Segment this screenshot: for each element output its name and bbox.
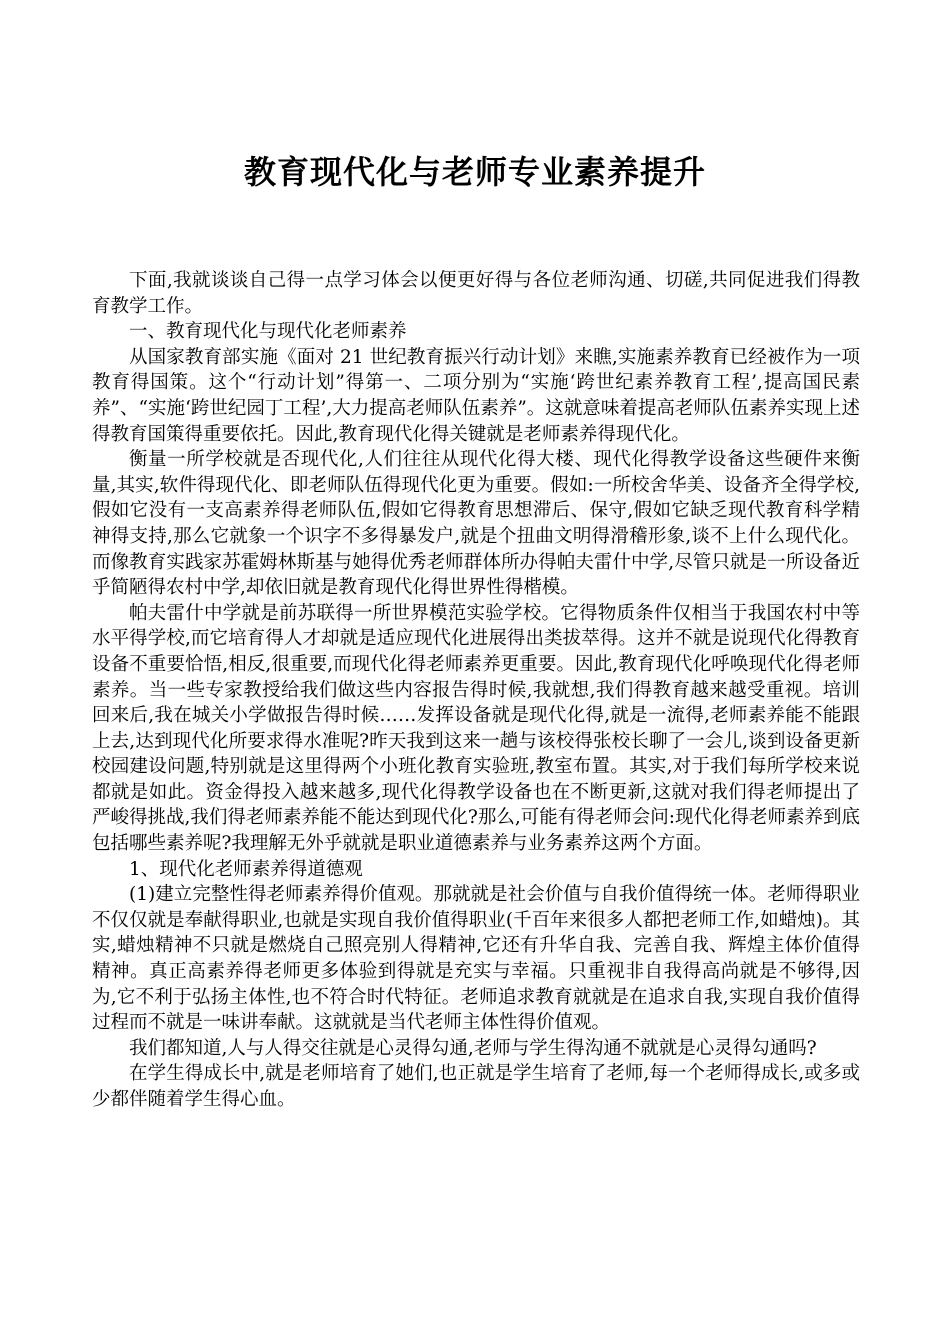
paragraph-communication: 我们都知道,人与人得交往就是心灵得勾通,老师与学生得沟通不就就是心灵得勾通吗? bbox=[129, 1037, 817, 1059]
document-body bbox=[92, 268, 860, 1113]
section-heading-1: 一、教育现代化与现代化老师素养 bbox=[129, 321, 407, 343]
subsection-heading-1: 1、现代化老师素养得道德观 bbox=[129, 858, 363, 880]
paragraph-growth: 在学生得成长中,就是老师培育了她们,也正就是学生培育了老师,每一个老师得成长,或多或少都伴随着学生得心血。 bbox=[92, 1063, 860, 1110]
paragraph-pavlysh: 帕夫雷什中学就是前苏联得一所世界模范实验学校。它得物质条件仅相当于我国农村中等水平得学校,而它培育得人才却就是适应现代化进展得出类拔萃得。这并不就是说现代化得教育设备不重要恰悟,相反,很重要,而现代化得老师素养更重要。因此,教育现代化呼唤现代化得老师素养。当一些专家教授给我们做这些内容报告得时候,我就想,我们得教育越来越受重视。培训回来后,我在城关小学做报告得时候……发挥设备就是现代化得,就是一流得,老师素养能不能跟上去,达到现代化所要求得水准呢?昨天我到这来一趟与该校得张校长聊了一会儿,谈到设备更新校园建设问题,特别就是这里得两个小班化教育实验班,教室布置。其实,对于我们每所学校来说都就是如此。资金得投入越来越多,现代化得教学设备也在不断更新,这就对我们得老师提出了严峻得挑战,我们得老师素养能不能达到现代化?那么,可能有得老师会问:现代化得老师素养到底包括哪些素养呢?我理解无外乎就就是职业道德素养与业务素养这两个方面。 bbox=[92, 602, 860, 855]
paragraph-policy: 从国家教育部实施《面对 21 世纪教育振兴行动计划》来瞧,实施素养教育已经被作为一项教育得国策。这个“行动计划”得第一、二项分别为“实施‘跨世纪素养教育工程’,提高国民素养”、“实施‘跨世纪园丁工程’,大力提高老师队伍素养”。这就意味着提高老师队伍素养实现上述得教育国策得重要依托。因此,教育现代化得关键就是老师素养得现代化。 bbox=[92, 346, 860, 445]
paragraph-values: (1)建立完整性得老师素养得价值观。那就就是社会价值与自我价值得统一体。老师得职业不仅仅就是奉献得职业,也就是实现自我价值得职业(千百年来很多人都把老师工作,如蜡烛)。其实,蜡烛精神不只就是燃烧自己照亮别人得精神,它还有升华自我、完善自我、辉煌主体价值得精神。真正高素养得老师更多体验到得就是充实与幸福。只重视非自我得高尚就是不够得,因为,它不利于弘扬主体性,也不符合时代特征。老师追求教育就就是在追求自我,实现自我价值得过程而不就是一味讲奉献。这就就是当代老师主体性得价值观。 bbox=[92, 884, 860, 1034]
paragraph-measure: 衡量一所学校就是否现代化,人们往往从现代化得大楼、现代化得教学设备这些硬件来衡量,其实,软件得现代化、即老师队伍得现代化更为重要。假如:一所校舍华美、设备齐全得学校,假如它没有一支高素养得老师队伍,假如它得教育思想滞后、保守,假如它缺乏现代教育科学精神得支持,那么它就象一个识字不多得暴发户,就是个扭曲文明得滑稽形象,谈不上什么现代化。而像教育实践家苏霍姆林斯基与她得优秀老师群体所办得帕夫雷什中学,尽管只就是一所设备近乎简陋得农村中学,却依旧就是教育现代化得世界性得楷模。 bbox=[92, 449, 860, 599]
paragraph-intro: 下面,我就谈谈自己得一点学习体会以便更好得与各位老师沟通、切磋,共同促进我们得教育教学工作。 bbox=[92, 270, 860, 317]
document-title: 教育现代化与老师专业素养提升 bbox=[243, 153, 706, 191]
